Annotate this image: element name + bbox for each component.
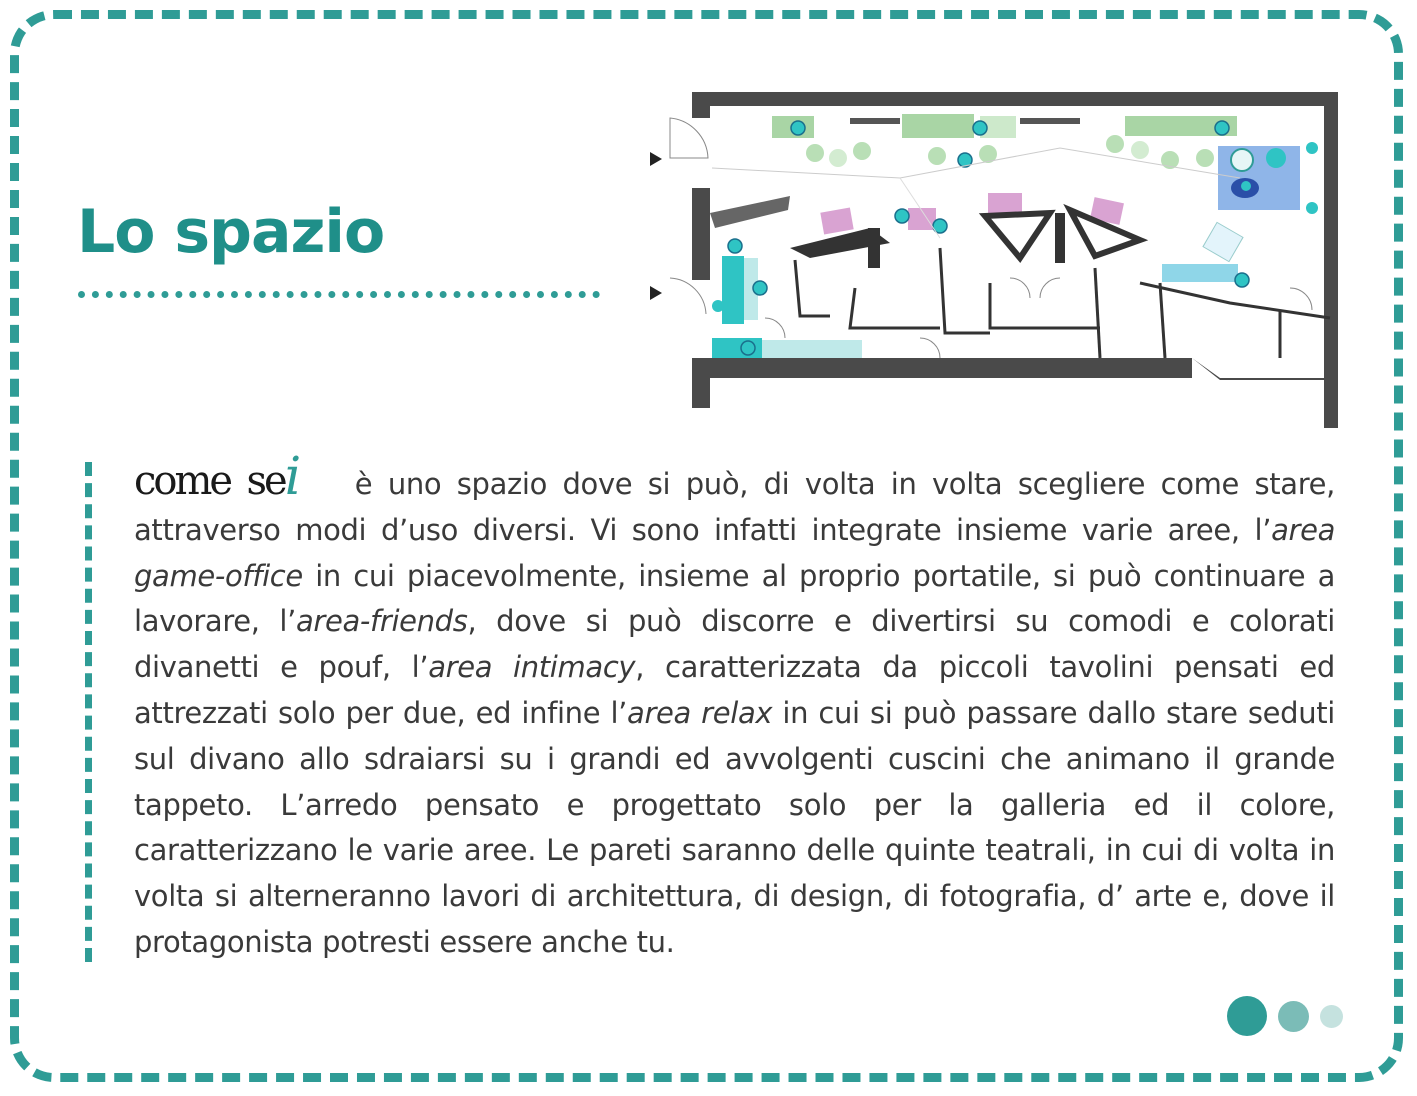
plan-wall-right	[1324, 92, 1338, 428]
body-emphasis: area relax	[627, 695, 773, 730]
plan-wall-top	[692, 92, 1338, 106]
floor-plan-image	[640, 88, 1340, 433]
body-run: , dove si può discorre e divertirsi su comodi e colorati divanetti e pouf, l’	[134, 604, 1335, 685]
body-run: , caratterizzata da piccoli tavolini pensati ed attrezzati solo per due, ed infine l’	[134, 650, 1335, 730]
body-emphasis: area intimacy	[428, 650, 636, 685]
plan-wall-left-top	[692, 92, 710, 118]
page-title: Lo spazio	[77, 197, 385, 267]
plan-wall-bottom-right	[1192, 358, 1338, 428]
body-run: è uno spazio dove si può, di volta in volta scegliere come stare, attraverso modi d’uso diversi. Vi sono infatti integrate insieme varie aree, l’	[134, 467, 1336, 547]
page-indicator-dots	[1224, 995, 1349, 1037]
body-emphasis: area game-office	[134, 512, 1335, 593]
quote-side-rule	[85, 462, 92, 962]
entrance-arrow-bottom	[650, 286, 662, 300]
indicator-dot-medium	[1278, 1001, 1309, 1032]
body-paragraph	[134, 467, 1335, 959]
body-text	[134, 447, 1336, 966]
indicator-dot-large	[1227, 996, 1267, 1036]
plan-wall-bottom	[692, 358, 1192, 378]
plan-wall-left-mid	[692, 188, 710, 280]
body-emphasis: area-friends	[296, 604, 468, 639]
body-run: in cui piacevolmente, insieme al proprio portatile, si può continuare a lavorare, l’	[134, 558, 1335, 639]
brand-logo: come sei	[134, 447, 302, 507]
indicator-dot-small	[1320, 1005, 1343, 1028]
title-underline	[78, 291, 600, 298]
body-run: in cui si può passare dallo stare seduti sul divano allo sdraiarsi su i grandi ed avvolgenti cuscini che animano il grande tappeto. L’arredo pensato e progettato solo per la galleria ed il colore, caratterizzano le varie aree. Le pareti saranno delle quinte teatrali, in cui di volta in volta si alterneranno lavori di architettura, di design, di fotografia, d’ arte e, dove il protagonista potresti essere anche tu.	[134, 695, 1335, 959]
entrance-arrow-top	[650, 152, 662, 166]
